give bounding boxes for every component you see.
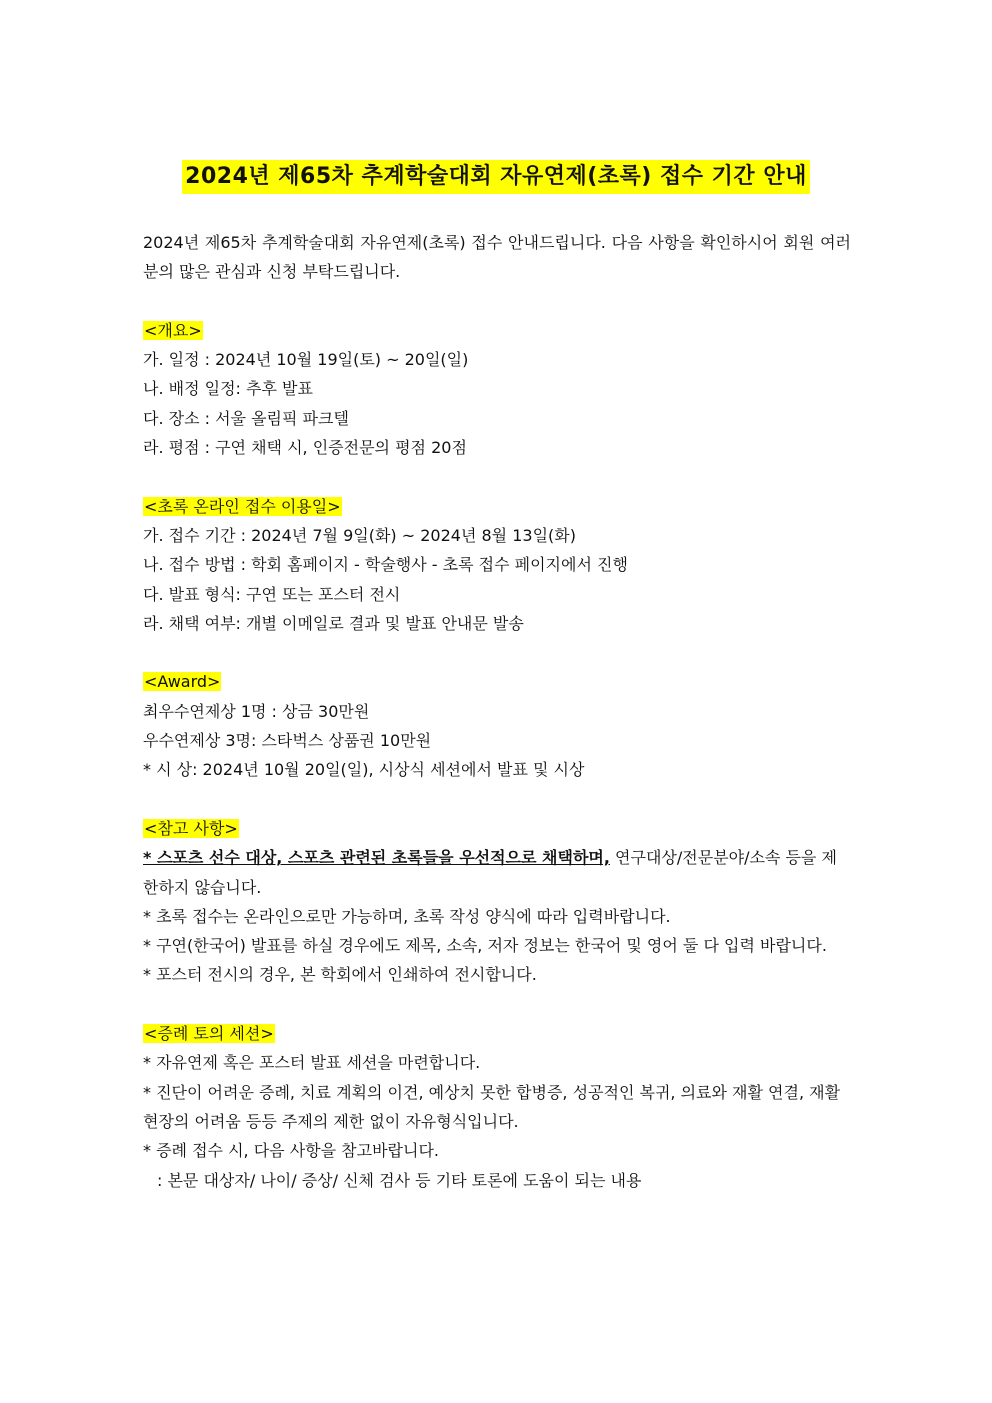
section-heading xyxy=(143,814,851,843)
submission-section xyxy=(143,492,851,638)
section-heading xyxy=(143,316,851,345)
section-heading xyxy=(143,492,851,521)
list-item: 나. 접수 방법 : 학회 홈페이지 - 학술행사 - 초록 접수 페이지에서 진행 xyxy=(143,555,628,575)
list-item: 라. 평점 : 구연 채택 시, 인증전문의 평점 20점 xyxy=(143,438,467,458)
list-item: * 시 상: 2024년 10월 20일(일), 시상식 세션에서 발표 및 시상 xyxy=(143,760,585,780)
notes-section xyxy=(143,814,851,990)
award-section xyxy=(143,667,851,784)
spacer xyxy=(143,287,851,316)
list-item: 다. 발표 형식: 구연 또는 포스터 전시 xyxy=(143,584,401,604)
notes-heading: <참고 사항> xyxy=(144,818,238,838)
list-item: * 증례 접수 시, 다음 사항을 참고바랍니다. xyxy=(143,1141,439,1161)
list-item: * 포스터 전시의 경우, 본 학회에서 인쇄하여 전시합니다. xyxy=(143,965,537,985)
overview-heading: <개요> xyxy=(144,320,202,340)
spacer xyxy=(143,462,851,491)
case-session-heading: <증례 토의 세션> xyxy=(144,1024,274,1044)
spacer xyxy=(143,785,851,814)
list-item-text: 연구대상/전문분야/소속 등을 제한하지 않습니다. xyxy=(143,848,837,897)
overview-section xyxy=(143,316,851,462)
list-item: 나. 배정 일정: 추후 발표 xyxy=(143,379,313,399)
sub-list-item: : 본문 대상자/ 나이/ 증상/ 신체 검사 등 기타 토론에 도움이 되는 내용 xyxy=(157,1170,642,1190)
title-container xyxy=(0,160,992,194)
submission-heading: <초록 온라인 접수 이용일> xyxy=(144,496,341,516)
list-item: * 자유연제 혹은 포스터 발표 세션을 마련합니다. xyxy=(143,1053,481,1073)
list-item: 우수연제상 3명: 스타벅스 상품권 10만원 xyxy=(143,731,432,751)
spacer xyxy=(143,638,851,667)
list-item: * 초록 접수는 온라인으로만 가능하며, 초록 작성 양식에 따라 입력바랍니다. xyxy=(143,906,671,926)
list-item: * 진단이 어려운 증례, 치료 계획의 이견, 예상치 못한 합병증, 성공적인 복귀, 의료와 재활 연결, 재활 현장의 어려움 등등 주제의 제한 없이 자유형식입니다. xyxy=(143,1082,841,1131)
emphasis-text: * 스포츠 선수 대상, 스포츠 관련된 초록들을 우선적으로 채택하며, xyxy=(143,848,610,868)
section-heading xyxy=(143,667,851,696)
list-item: 라. 채택 여부: 개별 이메일로 결과 및 발표 안내문 발송 xyxy=(143,613,524,633)
case-session-section xyxy=(143,1019,851,1195)
list-item: * 구연(한국어) 발표를 하실 경우에도 제목, 소속, 저자 정보는 한국어 및 영어 둘 다 입력 바랍니다. xyxy=(143,936,827,956)
spacer xyxy=(143,990,851,1019)
document-body xyxy=(143,228,851,1195)
page-title: 2024년 제65차 추계학술대회 자유연제(초록) 접수 기간 안내 xyxy=(182,160,810,194)
list-item: 다. 장소 : 서울 올림픽 파크텔 xyxy=(143,408,349,428)
section-heading xyxy=(143,1019,851,1048)
award-heading: <Award> xyxy=(144,672,221,692)
list-item xyxy=(143,843,851,902)
intro-paragraph: 2024년 제65차 추계학술대회 자유연제(초록) 접수 안내드립니다. 다음 사항을 확인하시어 회원 여러분의 많은 관심과 신청 부탁드립니다. xyxy=(143,233,851,282)
list-item: 가. 접수 기간 : 2024년 7월 9일(화) ~ 2024년 8월 13일(화) xyxy=(143,525,576,545)
list-item: 가. 일정 : 2024년 10월 19일(토) ~ 20일(일) xyxy=(143,350,469,370)
list-item: 최우수연제상 1명 : 상금 30만원 xyxy=(143,701,370,721)
